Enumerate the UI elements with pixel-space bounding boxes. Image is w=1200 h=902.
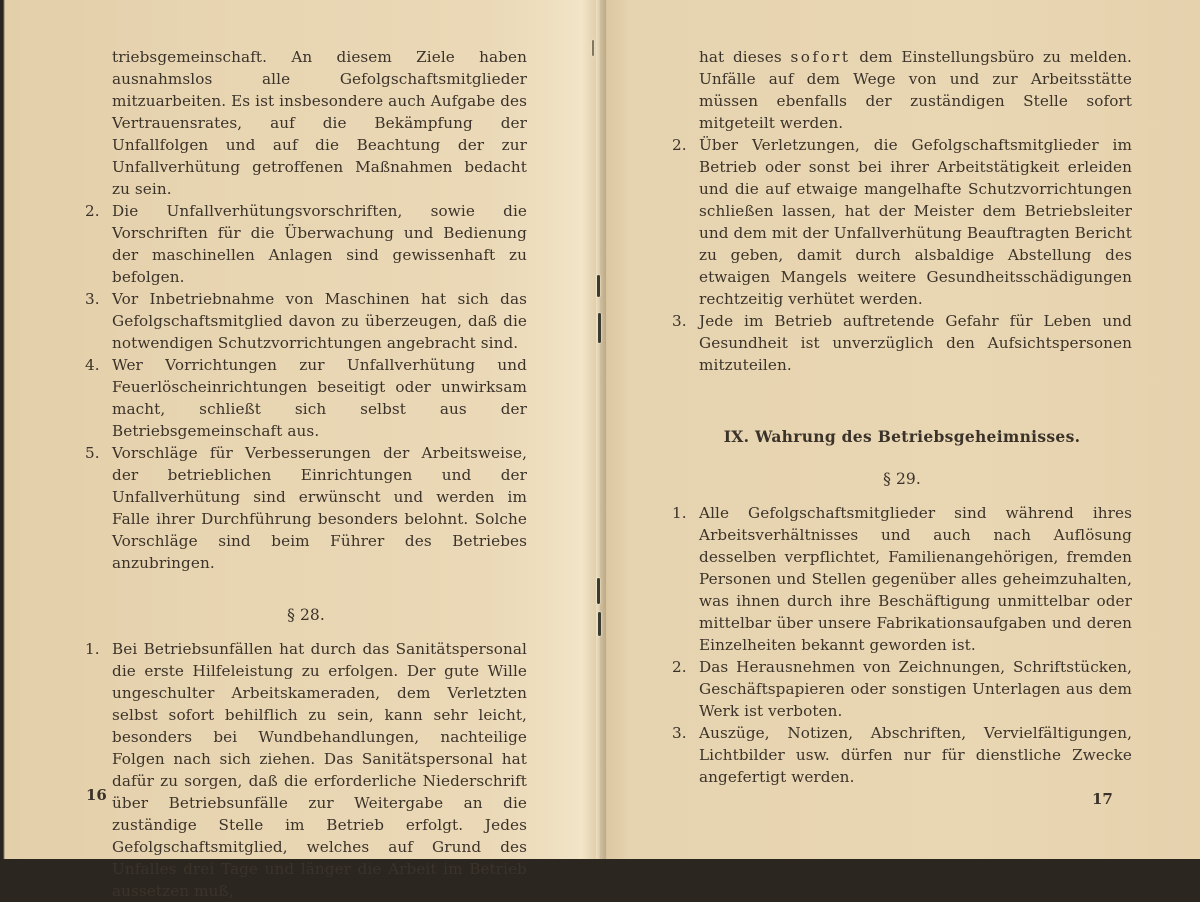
list-item [85,638,527,902]
list-item [85,354,527,442]
item-number: 3. [85,290,100,308]
list-item [672,134,1132,310]
list-item [672,656,1132,722]
item-text: Vorschläge für Verbesserungen der Arbeitsweise, der betrieblichen Einrichtungen und der Unfallverhütung sind erwünscht und werden im Falle ihrer Durchführung besonders belohnt. Solche Vorschläge sind beim Führer des Betriebes anzubringen. [112,444,527,572]
binding-staple-lower-b [598,612,601,636]
binding-staple-lower-a [597,578,600,604]
item-number: 1. [672,504,687,522]
continuation-rest: dem Einstellungsbüro zu melden. Unfälle auf dem Wege von und zur Arbeitsstätte müssen ebenfalls der zuständigen Stelle sofort mitgeteilt werden. [699,48,1132,132]
right-page [600,0,1200,859]
binding-staple-upper-a [597,275,600,297]
left-page [0,0,600,900]
item-text: Alle Gefolgschaftsmitglieder sind während ihres Arbeitsverhältnisses und auch nach Auflösung desselben verpflichtet, Familienangehörigen, fremden Personen und Stellen gegenüber alles geheimzuhalten, was ihnen durch ihre Beschäftigung unmittelbar oder mittelbar über unsere Fabrikationsaufgaben und deren Einzelheiten bekannt geworden ist. [699,504,1132,654]
item-number: 4. [85,356,100,374]
item-number: 3. [672,312,687,330]
item-text: Über Verletzungen, die Gefolgschaftsmitglieder im Betrieb oder sonst bei ihrer Arbeitstätigkeit erleiden und die auf etwaige mangelhafte Schutzvorrichtungen schließen lassen, hat der Meister dem Betriebsleiter und dem mit der Unfallverhütung Beauftragten Bericht zu geben, damit durch alsbaldige Abstellung des etwaigen Mangels weitere Gesundheitsschädigungen rechtzeitig verhütet werden. [699,136,1132,308]
item-text: Wer Vorrichtungen zur Unfallverhütung und Feuerlöscheinrichtungen beseitigt oder unwirksam macht, schließt sich selbst aus der Betriebsgemeinschaft aus. [112,356,527,440]
left-page-text [85,46,527,902]
item-number: 3. [672,724,687,742]
paper-crease-mark [592,40,594,56]
continuation-paragraph [672,46,1132,134]
item-text: Bei Betriebsunfällen hat durch das Sanitätspersonal die erste Hilfeleistung zu erfolgen. Der gute Wille ungeschulter Arbeitskameraden, dem Verletzten selbst sofort behilflich zu sein, kann sehr leicht, besonders bei Wundbehandlungen, nachteilige Folgen nach sich ziehen. Das Sanitätspersonal hat dafür zu sorgen, daß die erforderliche Niederschrift über Betriebsunfälle zur Weitergabe an die zuständige Stelle im Betrieb erfolgt. Jedes Gefolgschaftsmitglied, welches auf Grund des Unfalles drei Tage und länger die Arbeit im Betrieb aussetzen muß, [112,640,527,900]
item-text: Auszüge, Notizen, Abschriften, Vervielfältigungen, Lichtbilder usw. dürfen nur für dienstliche Zwecke angefertigt werden. [699,724,1132,786]
chapter-title: IX. Wahrung des Betriebsgeheimnisses. [723,427,1081,446]
page-number-right: 17 [1092,790,1113,808]
list-item [672,722,1132,788]
list-item [85,288,527,354]
binding-staple-upper-b [598,313,601,343]
item-text: Jede im Betrieb auftretende Gefahr für Leben und Gesundheit ist unverzüglich den Aufsichtspersonen mitzuteilen. [699,312,1132,374]
item-number: 2. [672,658,687,676]
right-page-text [672,46,1132,788]
list-item [672,502,1132,656]
item-number: 5. [85,444,100,462]
continuation-prefix: hat dieses [699,48,791,66]
section-heading-29: § 29. [883,470,921,488]
item-number: 2. [85,202,100,220]
list-item [672,310,1132,376]
item-number: 2. [672,136,687,154]
continuation-paragraph: triebsgemeinschaft. An diesem Ziele haben ausnahmslos alle Gefolgschaftsmitglieder mitzuarbeiten. Es ist insbesondere auch Aufgabe des Vertrauensrates, auf die Bekämpfung der Unfallfolgen und auf die Beachtung der zur Unfallverhütung getroffenen Maßnahmen bedacht zu sein. [112,48,527,198]
list-item [85,442,527,574]
item-text: Die Unfallverhütungsvorschriften, sowie die Vorschriften für die Überwachung und Bedienung der maschinellen Anlagen sind gewissenhaft zu befolgen. [112,202,527,286]
book-gutter [596,0,606,859]
page-number-left: 16 [86,786,107,804]
section-heading-28: § 28. [287,606,325,624]
item-text: Das Herausnehmen von Zeichnungen, Schriftstücken, Geschäftspapieren oder sonstigen Unterlagen aus dem Werk ist verboten. [699,658,1132,720]
emphasis-spaced: sofort [790,48,851,66]
item-number: 1. [85,640,100,658]
item-text: Vor Inbetriebnahme von Maschinen hat sich das Gefolgschaftsmitglied davon zu überzeugen, daß die notwendigen Schutzvorrichtungen angebracht sind. [112,290,527,352]
list-item [85,200,527,288]
